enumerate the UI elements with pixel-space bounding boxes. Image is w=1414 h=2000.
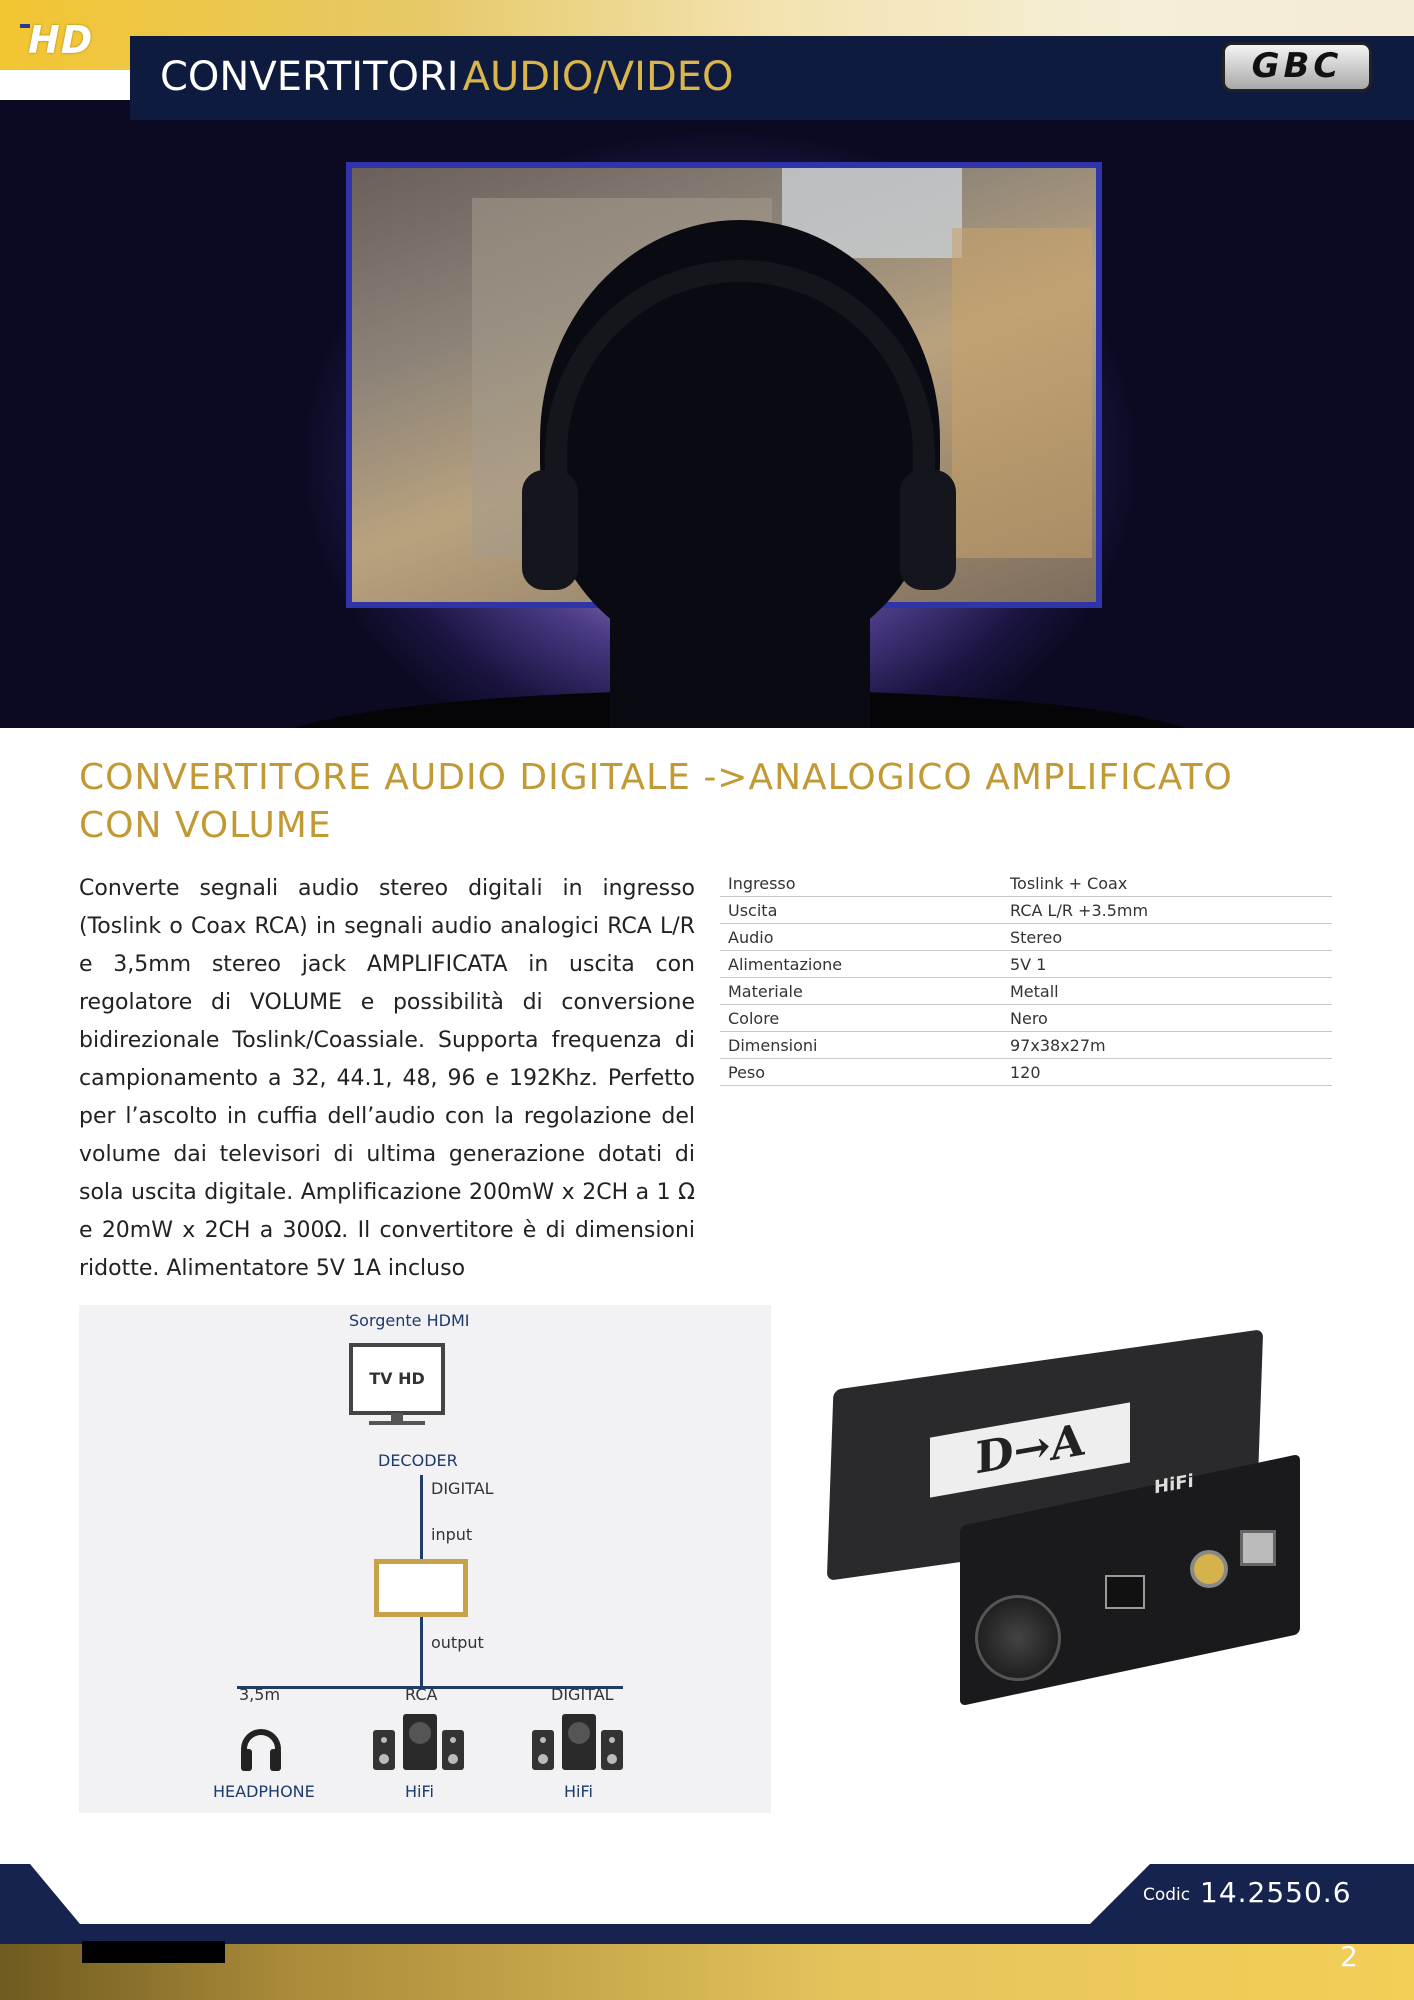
spec-key: Peso <box>728 1063 766 1082</box>
headphones-cup-right <box>900 470 956 590</box>
tv-base-icon <box>369 1421 425 1425</box>
volume-knob-icon <box>975 1595 1061 1681</box>
spec-value: 120 <box>1010 1063 1041 1082</box>
tv-icon: TV HD <box>349 1343 445 1415</box>
gbc-logo: GBC <box>1222 42 1372 92</box>
speaker-icon <box>601 1730 623 1770</box>
footer-black-bar <box>82 1941 225 1963</box>
hd-badge: HD <box>28 18 94 62</box>
spec-row <box>720 897 1332 924</box>
spec-key: Uscita <box>728 901 778 920</box>
spec-key: Colore <box>728 1009 780 1028</box>
tv-stand-icon <box>391 1413 403 1421</box>
toslink-port-icon <box>1105 1575 1145 1609</box>
speaker-icon <box>442 1730 464 1770</box>
title-accent: AUDIO/VIDEO <box>462 54 734 100</box>
spec-value: Nero <box>1010 1009 1048 1028</box>
hero-image <box>0 100 1414 728</box>
spec-key: Materiale <box>728 982 803 1001</box>
speaker-icon <box>373 1730 395 1770</box>
spec-value: 97x38x27m <box>1010 1036 1106 1055</box>
diagram-out-digital-label: DIGITAL <box>551 1685 614 1704</box>
spec-row <box>720 1059 1332 1086</box>
spec-key: Alimentazione <box>728 955 843 974</box>
headphone-label: HEADPHONE <box>213 1782 315 1801</box>
diagram-output-line <box>420 1617 423 1689</box>
spec-value: RCA L/R +3.5mm <box>1010 901 1149 920</box>
spec-key: Dimensioni <box>728 1036 818 1055</box>
page-number: 2 <box>1340 1940 1358 1973</box>
device-hifi-label: HiFi <box>1154 1470 1194 1499</box>
hifi-label-1: HiFi <box>405 1782 434 1801</box>
product-description: Converte segnali audio stereo digitali in ingresso (Toslink o Coax RCA) in segnali audio analogici RCA L/R e 3,5mm stereo jack AMPLIFICATA in uscita con regolatore di VOLUME e possibilità di conversione bidirezionale Toslink/Coassiale. Supporta frequenza di campionamento a 32, 44.1, 48, 96 e 192Khz. Perfetto per l’ascolto in cuffia dell’audio con la regolazione del volume dai televisori di ultima generazione dotati di sola uscita digitale. Amplificazione 200mW x 2CH a 1 Ω e 20mW x 2CH a 300Ω. Il convertitore è di dimensioni ridotte. Alimentatore 5V 1A incluso <box>79 876 695 1281</box>
hifi-label-2: HiFi <box>564 1782 593 1801</box>
spec-row <box>720 951 1332 978</box>
subwoofer-icon <box>403 1714 437 1770</box>
speaker-icon <box>532 1730 554 1770</box>
spec-key: Ingresso <box>728 874 796 893</box>
subwoofer-icon <box>562 1714 596 1770</box>
connection-diagram <box>79 1305 771 1813</box>
diagram-input-line <box>420 1475 423 1559</box>
spec-value: Metall <box>1010 982 1059 1001</box>
dc-port-icon <box>1240 1530 1276 1566</box>
code-label: Codic <box>1143 1885 1191 1905</box>
coaxial-port-icon <box>1190 1550 1228 1588</box>
spec-value: Toslink + Coax <box>1010 874 1128 893</box>
spec-row <box>720 1032 1332 1059</box>
diagram-output-label: output <box>431 1633 484 1652</box>
title-main: CONVERTITORI <box>160 54 459 100</box>
headphones-cup-left <box>522 470 578 590</box>
diagram-source-label: Sorgente HDMI <box>349 1311 470 1330</box>
device-label: D→A <box>930 1402 1130 1497</box>
diagram-out-rca-label: RCA <box>405 1685 438 1704</box>
converter-box-icon <box>374 1559 468 1617</box>
page-title <box>160 54 734 100</box>
spec-key: Audio <box>728 928 774 947</box>
spec-value: Stereo <box>1010 928 1063 947</box>
spec-row <box>720 1005 1332 1032</box>
diagram-input-label: input <box>431 1525 473 1544</box>
diagram-decoder-label: DECODER <box>378 1451 458 1470</box>
spec-row <box>720 978 1332 1005</box>
product-title: CONVERTITORE AUDIO DIGITALE ->ANALOGICO AMPLIFICATO CON VOLUME <box>79 757 1233 846</box>
spec-table <box>720 870 1332 1086</box>
product-photo <box>820 1340 1320 1720</box>
spec-value: 5V 1 <box>1010 955 1047 974</box>
spec-row <box>720 870 1332 897</box>
product-code: 14.2550.6 <box>1200 1876 1352 1909</box>
headphone-icon <box>241 1729 281 1773</box>
diagram-digital-label: DIGITAL <box>431 1479 494 1498</box>
spec-row <box>720 924 1332 951</box>
diagram-out-35-label: 3,5m <box>239 1685 281 1704</box>
